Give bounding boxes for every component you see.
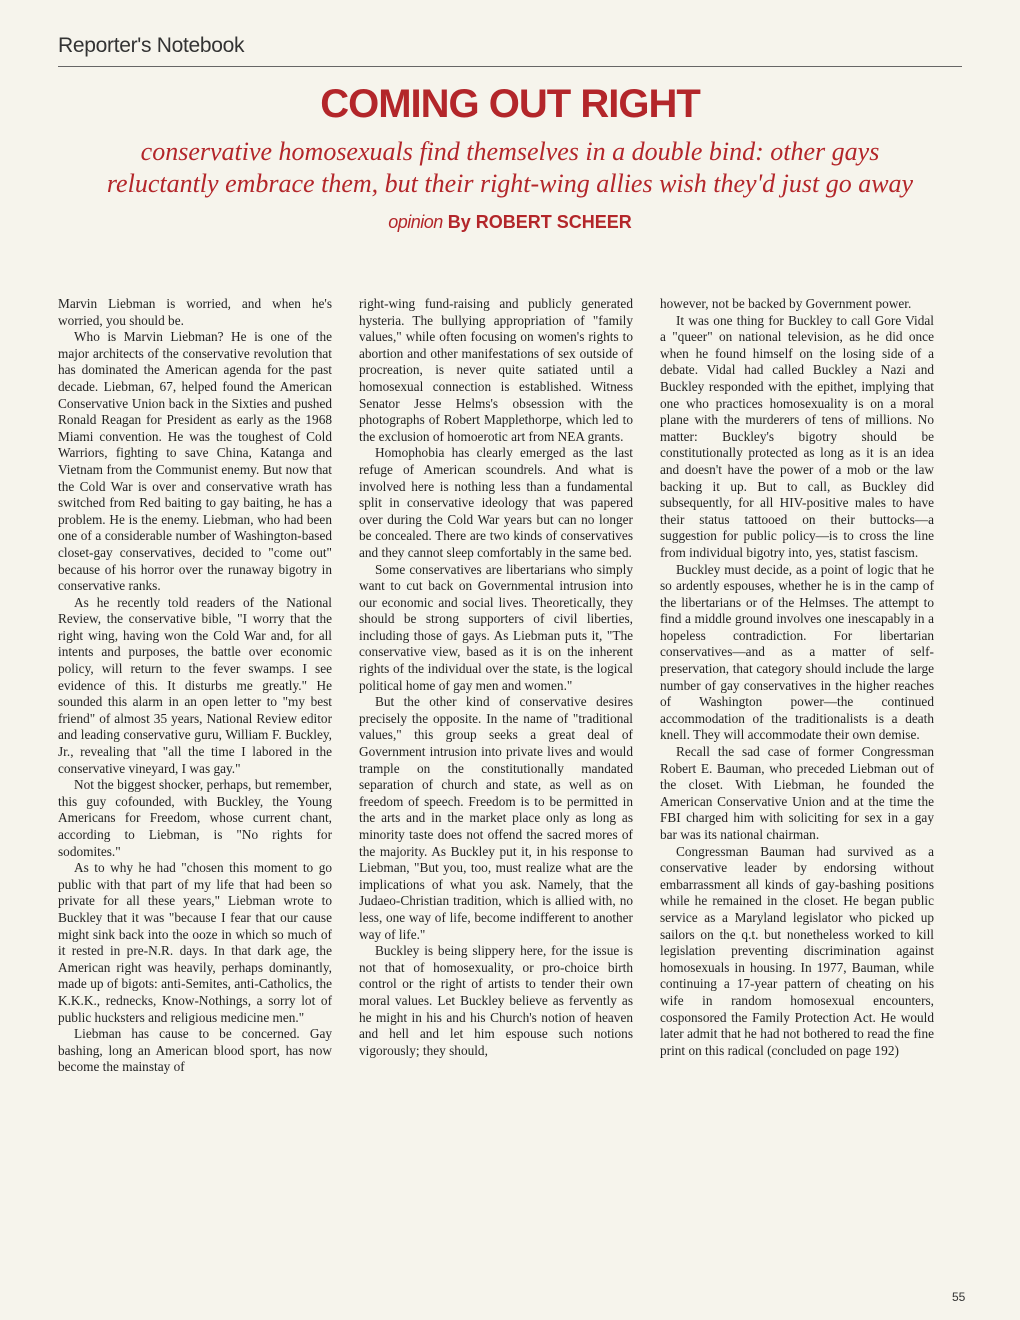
deck: conservative homosexuals find themselves in a double bind: other gays reluctantly embrace them, but their right-wing allies wish they'd just go away — [106, 137, 914, 198]
paragraph: Buckley must decide, as a point of logic that he so ardently espouses, whether he is in the camp of the libertarians or of the Helmses. The attempt to find a middle ground involves one inescapably in a hopeless contradiction. For libertarian conservatives—and as a matter of self-preservation, that category should include the large number of gay conservatives in the higher reaches of Washington power—the continued accommodation of the traditionalists is a death knell. They will accommodate their own demise. — [660, 561, 934, 743]
paragraph: Recall the sad case of former Congressman Robert E. Bauman, who preceded Liebman out of the closet. With Liebman, he founded the American Conservative Union and at the time the FBI charged him with soliciting for sex in a gay bar was its national chairman. — [660, 744, 934, 842]
page-number: 55 — [952, 1290, 966, 1304]
article-body — [58, 296, 934, 1076]
column-3 — [660, 296, 934, 1076]
paragraph: right-wing fund-raising and publicly generated hysteria. The bullying appropriation of "family values," while often focusing on women's rights to abortion and other manifestations of sex outside of procreation, is never quite satiated until a homosexual connection is established. Witness Senator Jesse Helms's obsession with the photographs of Robert Mapplethorpe, which led to the exclusion of homoerotic art from NEA grants. — [359, 296, 633, 444]
paragraph: Congressman Bauman had survived as a conservative leader by endorsing without embarrassment all kinds of gay-bashing positions while he remained in the closet. He began public service as a Maryland legislator who picked up sailors on the q.t. but nonetheless worked to kill legislation preventing discrimination against homosexuals in housing. In 1977, Bauman, while continuing a 17-year pattern of cheating on his wife in random homosexual encounters, cosponsored the Family Protection Act. He would later admit that he had not bothered to read the fine print on this radical (concluded on page 192) — [660, 843, 934, 1058]
paragraph: As he recently told readers of the National Review, the conservative bible, "I worry that the right wing, having won the Cold War and, for all intents and purposes, the battle over economic policy, will return to the fever swamps. I see evidence of this. It disturbs me greatly." He sounded this alarm in an open letter to "my best friend" of almost 35 years, National Review editor and leading conservative guru, William F. Buckley, Jr., revealing that "all the time I labored in the conservative vineyard, I was gay." — [58, 594, 332, 776]
paragraph: Who is Marvin Liebman? He is one of the major architects of the conservative revolution that has dominated the American agenda for the past decade. Liebman, 67, helped found the American Conservative Union back in the Sixties and pushed Ronald Reagan for President as early as the 1968 Miami convention. He was the toughest of Cold Warriors, fighting to save China, Katanga and Vietnam from the Communist enemy. But now that the Cold War is over and conservative wrath has switched from Red baiting to gay baiting, he has a problem. He is the enemy. Liebman, who had been one of a considerable number of Washington-based closet-gay conservatives, decided to "come out" because of his horror over the runaway bigotry in conservative ranks. — [58, 329, 332, 594]
paragraph: however, not be backed by Government power. — [660, 296, 912, 311]
paragraph: Marvin Liebman is worried, and when he's worried, you should be. — [58, 296, 332, 328]
paragraph: Homophobia has clearly emerged as the last refuge of American scoundrels. And what is involved here is nothing less than a fundamental split in conservative ideology that was papered over during the Cold War years but can no longer be concealed. There are two kinds of conservatives and they cannot sleep comfortably in the same bed. — [359, 445, 633, 560]
byline — [0, 212, 1020, 233]
paragraph: Not the biggest shocker, perhaps, but remember, this guy cofounded, with Buckley, the Young Americans for Freedom, whose current chant, according to Liebman, is "No rights for sodomites." — [58, 777, 332, 859]
column-2 — [359, 296, 633, 1076]
paragraph: But the other kind of conservative desires precisely the opposite. In the name of "traditional values," this group seeks a great deal of Government intrusion into private lives and would trample on the constitutionally mandated separation of church and state, as well as on freedom of speech. Freedom is to be permitted in the arts and in the market place only as long as minority taste does not offend the sacred mores of the majority. As Buckley put it, in his response to Liebman, "But you, too, must realize what are the implications of what you ask. Namely, that the Judaeo-Christian tradition, which is allied with, no less, one way of life, become indifferent to another way of life." — [359, 694, 633, 942]
paragraph: Buckley is being slippery here, for the issue is not that of homosexuality, or pro-choice birth control or the right of artists to tender their own moral values. Let Buckley believe as fervently as he might in his and his Church's notion of heaven and hell and let him espouse such notions vigorously; they should, — [359, 943, 633, 1058]
kicker: opinion — [388, 212, 443, 232]
paragraph: It was one thing for Buckley to call Gore Vidal a "queer" on national television, as he did once when he found himself on the losing side of a debate. Vidal had called Buckley a Nazi and Buckley responded with the epithet, implying that one who practices homosexuality is on a moral plane with the murderers of tens of millions. No matter: Buckley's bigotry should be constitutionally protected as long as it is an idea and doesn't have the power of a mob or the law backing it up. But to call, as Buckley did subsequently, for all HIV-positive males to have their status tattooed on their buttocks—a suggestion for public policy—is to cross the line from individual bigotry into, yes, statist fascism. — [660, 312, 934, 560]
headline: COMING OUT RIGHT — [320, 82, 700, 126]
column-1 — [58, 296, 332, 1076]
section-label: Reporter's Notebook — [58, 34, 245, 57]
author-byline: By ROBERT SCHEER — [447, 212, 632, 232]
paragraph: As to why he had "chosen this moment to go public with that part of my life that had been so private for all these years," Liebman wrote to Buckley that it was "because I fear that our cause might sink back into the ooze in which so much of it rested in pre-N.R. days. In that dark age, the American right was heavily, perhaps dominantly, made up of bigots: anti-Semites, anti-Catholics, the K.K.K., rednecks, Know-Nothings, a sorry lot of public hucksters and religious medicine men." — [58, 860, 332, 1025]
header-rule — [58, 66, 962, 67]
paragraph: Liebman has cause to be concerned. Gay bashing, long an American blood sport, has now become the mainstay of — [58, 1026, 332, 1075]
paragraph: Some conservatives are libertarians who simply want to cut back on Governmental intrusion into our economic and social lives. Theoretically, they should be strong supporters of civil liberties, including those of gays. As Liebman puts it, "The conservative view, based as it is on the inherent rights of the individual over the state, is the logical political home of gay men and women." — [359, 561, 633, 693]
